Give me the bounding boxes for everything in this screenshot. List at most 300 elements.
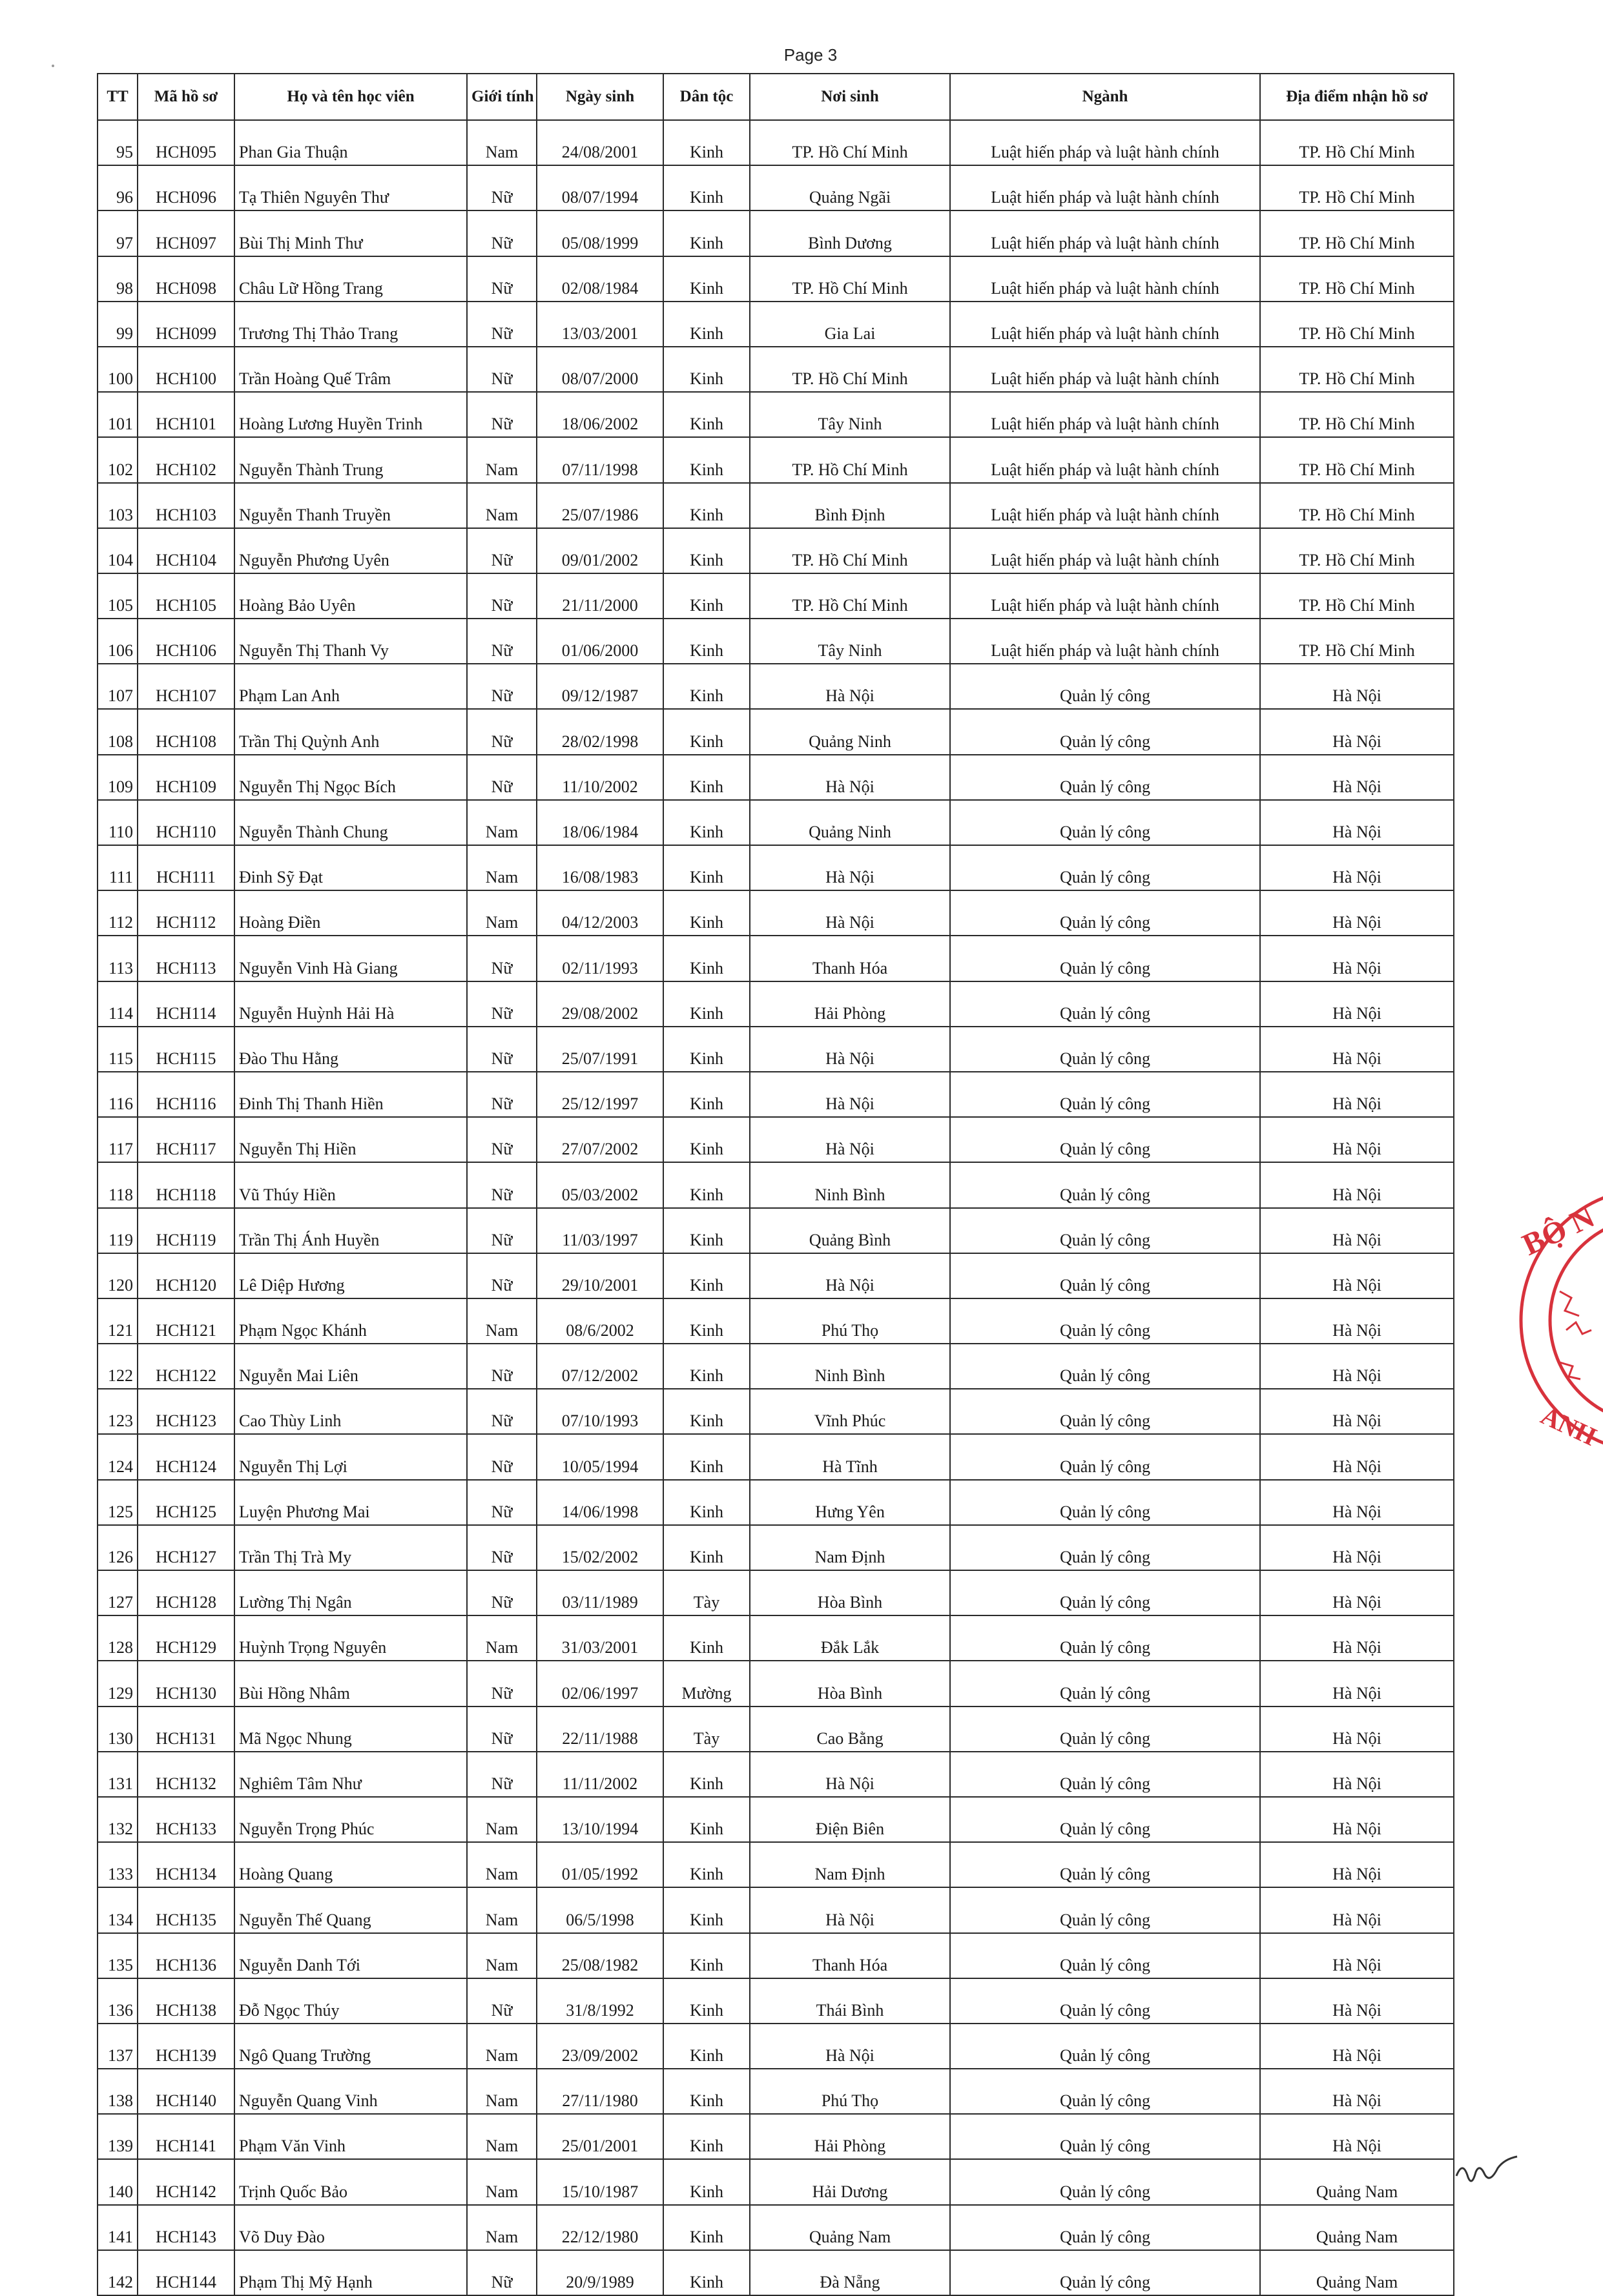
cell-gender: Nữ [467,1480,537,1525]
table-row [98,619,1454,664]
table-row [98,664,1454,709]
cell-name: Nguyễn Vinh Hà Giang [234,936,467,981]
cell-tt: 98 [98,256,138,302]
cell-major: Luật hiến pháp và luật hành chính [950,573,1260,619]
cell-birthplace: Thanh Hóa [750,1933,950,1978]
cell-ethnic: Kinh [663,1434,750,1479]
cell-tt: 128 [98,1615,138,1661]
cell-ethnic: Kinh [663,1253,750,1298]
cell-code: HCH142 [138,2159,234,2204]
cell-code: HCH134 [138,1842,234,1887]
header-location: Địa điểm nhận hồ sơ [1260,74,1454,120]
cell-ethnic: Kinh [663,2114,750,2159]
cell-major: Quản lý công [950,890,1260,936]
cell-location: Hà Nội [1260,1842,1454,1887]
table-row [98,2250,1454,2295]
cell-code: HCH124 [138,1434,234,1479]
cell-birthplace: Phú Thọ [750,2069,950,2114]
cell-code: HCH125 [138,1480,234,1525]
cell-gender: Nam [467,1933,537,1978]
cell-tt: 107 [98,664,138,709]
cell-ethnic: Kinh [663,936,750,981]
table-row [98,1707,1454,1752]
cell-dob: 24/08/2001 [537,120,663,165]
cell-birthplace: Hòa Bình [750,1661,950,1706]
table-row [98,302,1454,347]
cell-location: Hà Nội [1260,1933,1454,1978]
cell-dob: 27/07/2002 [537,1117,663,1162]
cell-location: Hà Nội [1260,1887,1454,1932]
cell-dob: 31/8/1992 [537,1978,663,2024]
cell-code: HCH114 [138,981,234,1027]
cell-ethnic: Kinh [663,1162,750,1207]
table-row [98,392,1454,437]
cell-gender: Nữ [467,347,537,392]
cell-major: Quản lý công [950,1480,1260,1525]
cell-dob: 25/12/1997 [537,1072,663,1117]
table-row [98,936,1454,981]
cell-dob: 29/10/2001 [537,1253,663,1298]
cell-dob: 13/03/2001 [537,302,663,347]
cell-gender: Nữ [467,210,537,256]
table-row [98,2069,1454,2114]
cell-code: HCH133 [138,1797,234,1842]
cell-gender: Nữ [467,1117,537,1162]
cell-major: Quản lý công [950,1615,1260,1661]
cell-birthplace: Gia Lai [750,302,950,347]
cell-gender: Nữ [467,1162,537,1207]
cell-ethnic: Kinh [663,800,750,845]
cell-code: HCH103 [138,483,234,528]
cell-dob: 07/12/2002 [537,1344,663,1389]
cell-ethnic: Kinh [663,1752,750,1797]
cell-birthplace: Hưng Yên [750,1480,950,1525]
cell-ethnic: Kinh [663,1933,750,1978]
cell-name: Luyện Phương Mai [234,1480,467,1525]
cell-code: HCH116 [138,1072,234,1117]
cell-gender: Nữ [467,1389,537,1434]
cell-birthplace: TP. Hồ Chí Minh [750,347,950,392]
cell-location: Hà Nội [1260,936,1454,981]
cell-name: Phạm Ngọc Khánh [234,1298,467,1344]
cell-dob: 29/08/2002 [537,981,663,1027]
cell-location: Quảng Nam [1260,2250,1454,2295]
cell-code: HCH112 [138,890,234,936]
table-row [98,1480,1454,1525]
cell-major: Quản lý công [950,2205,1260,2250]
cell-tt: 121 [98,1298,138,1344]
cell-major: Quản lý công [950,1887,1260,1932]
cell-gender: Nam [467,800,537,845]
cell-ethnic: Kinh [663,573,750,619]
cell-name: Phạm Thị Mỹ Hạnh [234,2250,467,2295]
cell-tt: 124 [98,1434,138,1479]
cell-location: Hà Nội [1260,1208,1454,1253]
cell-birthplace: Hà Nội [750,890,950,936]
cell-name: Đinh Thị Thanh Hiền [234,1072,467,1117]
cell-code: HCH115 [138,1027,234,1072]
cell-ethnic: Kinh [663,1525,750,1570]
cell-tt: 100 [98,347,138,392]
cell-birthplace: Phú Thọ [750,1298,950,1344]
cell-major: Luật hiến pháp và luật hành chính [950,483,1260,528]
cell-major: Quản lý công [950,845,1260,890]
cell-name: Nghiêm Tâm Như [234,1752,467,1797]
cell-location: Hà Nội [1260,845,1454,890]
cell-birthplace: Hòa Bình [750,1570,950,1615]
cell-ethnic: Kinh [663,528,750,573]
cell-name: Cao Thùy Linh [234,1389,467,1434]
table-row [98,165,1454,210]
cell-gender: Nữ [467,1661,537,1706]
cell-name: Tạ Thiên Nguyên Thư [234,165,467,210]
cell-code: HCH129 [138,1615,234,1661]
cell-ethnic: Kinh [663,165,750,210]
cell-ethnic: Kinh [663,392,750,437]
cell-location: Hà Nội [1260,1570,1454,1615]
cell-tt: 105 [98,573,138,619]
cell-birthplace: Quảng Ninh [750,709,950,754]
cell-code: HCH140 [138,2069,234,2114]
cell-birthplace: Đắk Lắk [750,1615,950,1661]
cell-birthplace: Hà Nội [750,664,950,709]
cell-ethnic: Kinh [663,210,750,256]
table-row [98,1525,1454,1570]
cell-name: Lường Thị Ngân [234,1570,467,1615]
cell-tt: 113 [98,936,138,981]
cell-location: Hà Nội [1260,2024,1454,2069]
table-header-row [98,74,1454,120]
table-row [98,1344,1454,1389]
cell-name: Hoàng Bảo Uyên [234,573,467,619]
cell-dob: 15/10/1987 [537,2159,663,2204]
cell-gender: Nữ [467,709,537,754]
cell-dob: 11/11/2002 [537,1752,663,1797]
cell-birthplace: TP. Hồ Chí Minh [750,573,950,619]
cell-location: Hà Nội [1260,1480,1454,1525]
cell-location: Hà Nội [1260,1298,1454,1344]
cell-code: HCH119 [138,1208,234,1253]
cell-code: HCH123 [138,1389,234,1434]
cell-code: HCH107 [138,664,234,709]
cell-tt: 95 [98,120,138,165]
cell-major: Quản lý công [950,709,1260,754]
cell-code: HCH120 [138,1253,234,1298]
cell-code: HCH118 [138,1162,234,1207]
cell-tt: 101 [98,392,138,437]
cell-name: Nguyễn Mai Liên [234,1344,467,1389]
cell-gender: Nữ [467,981,537,1027]
cell-tt: 110 [98,800,138,845]
cell-location: Hà Nội [1260,1253,1454,1298]
cell-ethnic: Kinh [663,890,750,936]
table-row [98,1117,1454,1162]
cell-tt: 135 [98,1933,138,1978]
table-row [98,1887,1454,1932]
cell-major: Quản lý công [950,1933,1260,1978]
cell-gender: Nữ [467,755,537,800]
cell-ethnic: Kinh [663,1389,750,1434]
cell-name: Phan Gia Thuận [234,120,467,165]
cell-tt: 123 [98,1389,138,1434]
cell-location: Hà Nội [1260,1027,1454,1072]
cell-major: Luật hiến pháp và luật hành chính [950,528,1260,573]
cell-major: Quản lý công [950,1253,1260,1298]
header-ethnic: Dân tộc [663,74,750,120]
cell-gender: Nữ [467,528,537,573]
cell-major: Quản lý công [950,800,1260,845]
cell-location: TP. Hồ Chí Minh [1260,120,1454,165]
cell-location: Hà Nội [1260,1072,1454,1117]
cell-location: Hà Nội [1260,1117,1454,1162]
cell-birthplace: Hà Nội [750,1752,950,1797]
cell-name: Trần Hoàng Quế Trâm [234,347,467,392]
cell-location: TP. Hồ Chí Minh [1260,573,1454,619]
cell-code: HCH104 [138,528,234,573]
cell-gender: Nữ [467,1525,537,1570]
cell-birthplace: Nam Định [750,1842,950,1887]
cell-gender: Nam [467,890,537,936]
table-row [98,120,1454,165]
cell-gender: Nữ [467,573,537,619]
header-gender: Giới tính [467,74,537,120]
cell-tt: 116 [98,1072,138,1117]
cell-location: Hà Nội [1260,1797,1454,1842]
cell-tt: 138 [98,2069,138,2114]
cell-location: Hà Nội [1260,2114,1454,2159]
cell-tt: 112 [98,890,138,936]
cell-name: Hoàng Điền [234,890,467,936]
cell-name: Phạm Lan Anh [234,664,467,709]
table-row [98,981,1454,1027]
cell-birthplace: Vĩnh Phúc [750,1389,950,1434]
cell-birthplace: Quảng Nam [750,2205,950,2250]
cell-gender: Nữ [467,302,537,347]
table-row [98,256,1454,302]
cell-birthplace: Ninh Bình [750,1344,950,1389]
scan-speck [52,65,54,67]
cell-ethnic: Mường [663,1661,750,1706]
cell-name: Nguyễn Phương Uyên [234,528,467,573]
table-row [98,1615,1454,1661]
table-row [98,1752,1454,1797]
cell-major: Luật hiến pháp và luật hành chính [950,437,1260,482]
cell-major: Quản lý công [950,981,1260,1027]
cell-gender: Nam [467,483,537,528]
cell-dob: 03/11/1989 [537,1570,663,1615]
cell-dob: 25/07/1991 [537,1027,663,1072]
cell-location: Hà Nội [1260,2069,1454,2114]
cell-ethnic: Tày [663,1570,750,1615]
cell-gender: Nam [467,1842,537,1887]
cell-ethnic: Kinh [663,1480,750,1525]
cell-major: Luật hiến pháp và luật hành chính [950,392,1260,437]
cell-birthplace: Hà Nội [750,755,950,800]
cell-major: Quản lý công [950,1707,1260,1752]
table-row [98,1661,1454,1706]
cell-name: Trần Thị Trà My [234,1525,467,1570]
table-row [98,755,1454,800]
cell-birthplace: Quảng Ninh [750,800,950,845]
table-row [98,1298,1454,1344]
cell-location: TP. Hồ Chí Minh [1260,483,1454,528]
cell-ethnic: Kinh [663,1208,750,1253]
cell-name: Lê Diệp Hương [234,1253,467,1298]
cell-major: Luật hiến pháp và luật hành chính [950,120,1260,165]
cell-location: Hà Nội [1260,1752,1454,1797]
cell-code: HCH105 [138,573,234,619]
cell-gender: Nam [467,845,537,890]
cell-name: Bùi Thị Minh Thư [234,210,467,256]
header-tt: TT [98,74,138,120]
cell-code: HCH102 [138,437,234,482]
cell-name: Nguyễn Thanh Truyền [234,483,467,528]
cell-tt: 127 [98,1570,138,1615]
cell-name: Phạm Văn Vinh [234,2114,467,2159]
cell-dob: 11/03/1997 [537,1208,663,1253]
table-row [98,1253,1454,1298]
page-number-label: Page 3 [783,45,838,65]
cell-birthplace: Hà Nội [750,1887,950,1932]
cell-gender: Nam [467,2069,537,2114]
cell-gender: Nam [467,2159,537,2204]
cell-birthplace: Thái Bình [750,1978,950,2024]
cell-code: HCH136 [138,1933,234,1978]
cell-ethnic: Kinh [663,2069,750,2114]
cell-tt: 115 [98,1027,138,1072]
table-row [98,890,1454,936]
cell-gender: Nữ [467,256,537,302]
cell-birthplace: Đà Nẵng [750,2250,950,2295]
cell-major: Quản lý công [950,1661,1260,1706]
cell-name: Nguyễn Danh Tới [234,1933,467,1978]
cell-tt: 102 [98,437,138,482]
header-code: Mã hồ sơ [138,74,234,120]
table-row [98,1027,1454,1072]
cell-gender: Nữ [467,664,537,709]
cell-code: HCH139 [138,2024,234,2069]
cell-major: Quản lý công [950,1434,1260,1479]
header-major: Ngành [950,74,1260,120]
cell-gender: Nam [467,1797,537,1842]
cell-ethnic: Kinh [663,302,750,347]
cell-code: HCH100 [138,347,234,392]
cell-location: Hà Nội [1260,981,1454,1027]
cell-gender: Nam [467,1615,537,1661]
cell-code: HCH138 [138,1978,234,2024]
cell-dob: 22/12/1980 [537,2205,663,2250]
table-row [98,2024,1454,2069]
cell-dob: 14/06/1998 [537,1480,663,1525]
cell-tt: 140 [98,2159,138,2204]
cell-ethnic: Kinh [663,347,750,392]
cell-ethnic: Kinh [663,2024,750,2069]
cell-name: Châu Lữ Hồng Trang [234,256,467,302]
cell-name: Huỳnh Trọng Nguyên [234,1615,467,1661]
cell-tt: 114 [98,981,138,1027]
cell-dob: 20/9/1989 [537,2250,663,2295]
cell-tt: 104 [98,528,138,573]
cell-dob: 08/6/2002 [537,1298,663,1344]
cell-birthplace: TP. Hồ Chí Minh [750,528,950,573]
cell-birthplace: Hà Tĩnh [750,1434,950,1479]
cell-birthplace: Hà Nội [750,845,950,890]
cell-birthplace: Hải Dương [750,2159,950,2204]
table-row [98,483,1454,528]
table-row [98,528,1454,573]
cell-ethnic: Kinh [663,981,750,1027]
cell-major: Quản lý công [950,1344,1260,1389]
cell-ethnic: Kinh [663,2250,750,2295]
cell-major: Quản lý công [950,1162,1260,1207]
cell-major: Quản lý công [950,1072,1260,1117]
cell-tt: 120 [98,1253,138,1298]
cell-tt: 122 [98,1344,138,1389]
cell-location: Hà Nội [1260,1344,1454,1389]
cell-tt: 131 [98,1752,138,1797]
cell-dob: 07/11/1998 [537,437,663,482]
cell-location: Hà Nội [1260,1615,1454,1661]
cell-major: Quản lý công [950,2069,1260,2114]
table-row [98,1434,1454,1479]
cell-gender: Nam [467,1887,537,1932]
cell-tt: 136 [98,1978,138,2024]
cell-location: TP. Hồ Chí Minh [1260,210,1454,256]
cell-ethnic: Kinh [663,1842,750,1887]
cell-location: Hà Nội [1260,709,1454,754]
cell-code: HCH127 [138,1525,234,1570]
cell-location: Hà Nội [1260,890,1454,936]
cell-tt: 99 [98,302,138,347]
cell-code: HCH106 [138,619,234,664]
cell-dob: 25/08/1982 [537,1933,663,1978]
cell-name: Nguyễn Thành Trung [234,437,467,482]
cell-gender: Nữ [467,1570,537,1615]
cell-name: Trịnh Quốc Bảo [234,2159,467,2204]
cell-location: TP. Hồ Chí Minh [1260,392,1454,437]
cell-tt: 103 [98,483,138,528]
cell-name: Đinh Sỹ Đạt [234,845,467,890]
cell-code: HCH143 [138,2205,234,2250]
cell-major: Quản lý công [950,1978,1260,2024]
cell-dob: 04/12/2003 [537,890,663,936]
cell-birthplace: Ninh Bình [750,1162,950,1207]
cell-ethnic: Kinh [663,1027,750,1072]
cell-ethnic: Kinh [663,1072,750,1117]
cell-ethnic: Kinh [663,1298,750,1344]
cell-major: Quản lý công [950,664,1260,709]
cell-tt: 119 [98,1208,138,1253]
cell-dob: 05/08/1999 [537,210,663,256]
cell-code: HCH131 [138,1707,234,1752]
cell-ethnic: Kinh [663,619,750,664]
header-name: Họ và tên học viên [234,74,467,120]
cell-name: Hoàng Lương Huyền Trinh [234,392,467,437]
cell-location: TP. Hồ Chí Minh [1260,256,1454,302]
cell-gender: Nữ [467,1344,537,1389]
cell-gender: Nữ [467,165,537,210]
cell-name: Võ Duy Đào [234,2205,467,2250]
cell-ethnic: Kinh [663,2205,750,2250]
table-row [98,2114,1454,2159]
cell-major: Quản lý công [950,1389,1260,1434]
table-row [98,1933,1454,1978]
cell-birthplace: Hà Nội [750,1027,950,1072]
cell-birthplace: Nam Định [750,1525,950,1570]
cell-code: HCH135 [138,1887,234,1932]
cell-ethnic: Tày [663,1707,750,1752]
cell-location: Hà Nội [1260,1389,1454,1434]
